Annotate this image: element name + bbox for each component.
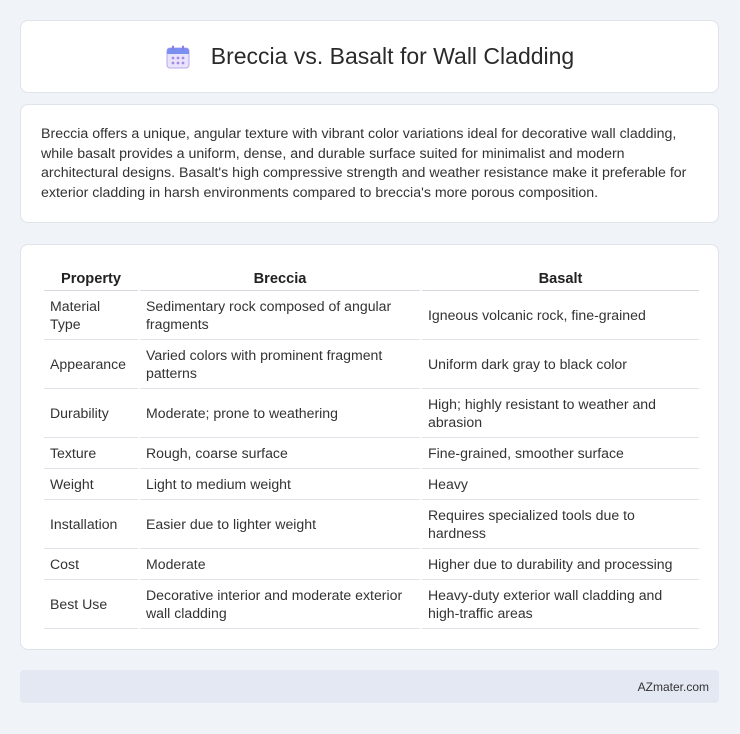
property-cell: Durability: [44, 389, 138, 438]
basalt-cell: Heavy: [422, 469, 699, 500]
title-card: [20, 20, 719, 93]
property-cell: Texture: [44, 438, 138, 469]
table-row: [44, 500, 699, 549]
header-property: Property: [44, 263, 138, 291]
basalt-cell: High; highly resistant to weather and abrasion: [422, 389, 699, 438]
table-row: [44, 389, 699, 438]
breccia-cell: Sedimentary rock composed of angular fragments: [140, 291, 420, 340]
comparison-table: [42, 263, 701, 629]
basalt-cell: Fine-grained, smoother surface: [422, 438, 699, 469]
breccia-cell: Decorative interior and moderate exterior wall cladding: [140, 580, 420, 629]
breccia-cell: Easier due to lighter weight: [140, 500, 420, 549]
breccia-cell: Moderate: [140, 549, 420, 580]
table-row: [44, 291, 699, 340]
summary-text: Breccia offers a unique, angular texture with vibrant color variations ideal for decorative wall cladding, while basalt provides a uniform, dense, and durable surface suited for minimalist and modern architectural designs. Basalt's high compressive strength and weather resistance make it preferable for exterior cladding in harsh environments compared to breccia's more porous composition.: [41, 126, 687, 201]
summary-card: [20, 104, 719, 223]
title-group: [165, 43, 574, 70]
basalt-cell: Heavy-duty exterior wall cladding and high-traffic areas: [422, 580, 699, 629]
table-header-row: [44, 263, 699, 291]
basalt-cell: Higher due to durability and processing: [422, 549, 699, 580]
property-cell: Installation: [44, 500, 138, 549]
basalt-cell: Uniform dark gray to black color: [422, 340, 699, 389]
breccia-cell: Moderate; prone to weathering: [140, 389, 420, 438]
basalt-cell: Igneous volcanic rock, fine-grained: [422, 291, 699, 340]
footer-brand[interactable]: AZmater.com: [637, 679, 709, 694]
table-row: [44, 340, 699, 389]
page-title: Breccia vs. Basalt for Wall Cladding: [210, 43, 575, 69]
property-cell: Material Type: [44, 291, 138, 340]
property-cell: Best Use: [44, 580, 138, 629]
table-row: [44, 549, 699, 580]
header-breccia: Breccia: [140, 263, 420, 291]
breccia-cell: Varied colors with prominent fragment patterns: [140, 340, 420, 389]
table-row: [44, 469, 699, 500]
calendar-icon: [165, 44, 191, 70]
table-row: [44, 438, 699, 469]
table-row: [44, 580, 699, 629]
breccia-cell: Light to medium weight: [140, 469, 420, 500]
property-cell: Appearance: [44, 340, 138, 389]
property-cell: Weight: [44, 469, 138, 500]
footer-bar: [20, 670, 719, 703]
breccia-cell: Rough, coarse surface: [140, 438, 420, 469]
header-basalt: Basalt: [422, 263, 699, 291]
table-card: [20, 244, 719, 650]
basalt-cell: Requires specialized tools due to hardness: [422, 500, 699, 549]
property-cell: Cost: [44, 549, 138, 580]
